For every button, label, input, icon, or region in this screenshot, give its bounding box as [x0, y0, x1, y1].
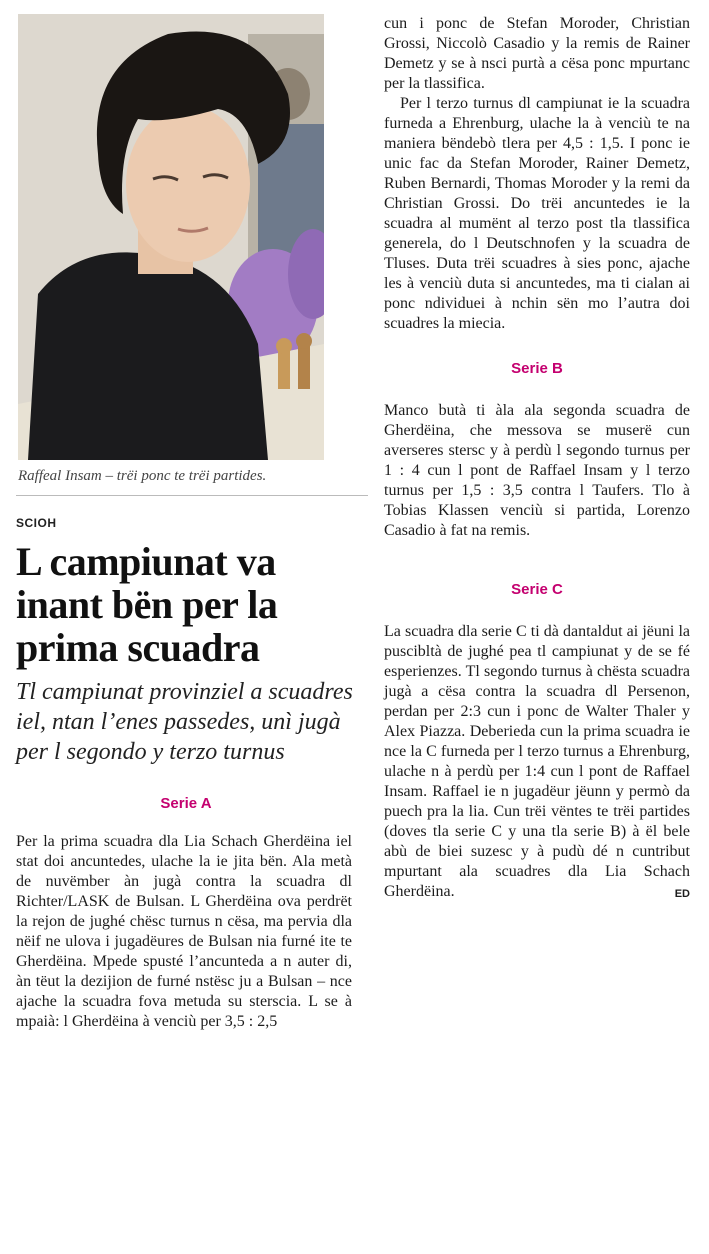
chess-player-photo: [18, 14, 324, 460]
right-column: [384, 14, 690, 904]
article-standfirst: Tl campiunat provinziel a scuadres iel, ntan l’enes passedes, unì jugà per l segondo y terzo turnus: [16, 679, 353, 765]
article-kicker: SCIOH: [16, 516, 57, 530]
article-headline: L campiunat va inant bën per la prima scuadra: [16, 539, 278, 670]
serie-c-paragraph-1: [384, 622, 690, 902]
serie-a-body-continued: [384, 14, 690, 334]
serie-a-paragraph-1-continued: cun i ponc de Stefan Moroder, Christian Grossi, Niccolò Casadio y la remis de Rainer Demetz y se à nsci purtà a cësa ponc mpurtanc per la tlassifica.: [384, 15, 690, 92]
serie-a-body: [16, 832, 352, 1032]
serie-c-body: [384, 622, 690, 902]
serie-c-text: La scuadra dla serie C ti dà dantaldut ai jëuni la puscibltà de jughé pea tl campiunat y de se fé esperienzes. Tl segondo turnus à chësta scuadra jugà a cësa contra la scuadra dl Persenon, perdan per 2:3 cun i ponc de Walter Thaler y Alex Piazza. Deberieda cun la prima scuadra ie nce la C furneda per l terzo turnus a Ehrenburg, ulache n à perdù per 1:4 cun l pont de Raffael Insam. Raffael ie n jugadëur jëunn y permò da puech pra la lia. Cun trëi vëntes te trëi partides (doves tla serie C y una tla serie B) à ël bele abù de biei suzesc y à pudù dé n cuntribut mpurtant ala scuadres dla Lia Schach Gherdëina.: [384, 623, 690, 900]
photo-caption: Raffeal Insam – trëi ponc te trëi partides.: [18, 468, 267, 484]
section-heading-serie-b: Serie B: [511, 360, 563, 377]
author-signoff: ED: [674, 888, 690, 900]
serie-a-paragraph-1: Per la prima scuadra dla Lia Schach Gherdëina iel stat doi ancuntedes, ulache la ie jita bën. Ala metà de nuvëmber àn jugà contra la scuadra dl Richter/LASK de Bulsan. L Gherdëina ova perdrët la rejon de jughé chësc turnus n cësa, ma pervia dla nëif ne ulova i jugadëures de Bulsan nia furné ite te Gherdëina. Mpede spusté l’ancunteda a n auter di, àn tëut la dezijion de furné nstësc ju a Bulsan – nce ajache la scuadra fova metuda su sterscia. L se à mpaià: l Gherdëina à venciù per 3,5 : 2,5: [16, 833, 352, 1030]
divider: [16, 495, 368, 496]
serie-a-paragraph-2: Per l terzo turnus dl campiunat ie la scuadra furneda a Ehrenburg, ulache la à venciù te na maniera bëndebò tlera per 4,5 : 1,5. I ponc ie unic fac da Stefan Moroder, Rainer Demetz, Ruben Bernardi, Thomas Moroder y la remi da Christian Grossi. Do trëi ancuntedes ie la scuadra al mumënt al terzo post tla tlassifica generela, do l Deutschnofen y la scuadra de Tluses. Duta trëi scuadres à sies ponc, ajache les à venciù duta si ancuntedes, ma ti cialan ai ponc ndividuei à nchin sën mo l’autra doi scuadres la miecia.: [384, 95, 690, 332]
left-column: [16, 14, 356, 1032]
photo-illustration: [18, 14, 324, 460]
section-heading-serie-c: Serie C: [511, 581, 563, 598]
section-heading-serie-a: Serie A: [160, 795, 212, 812]
serie-b-body: [384, 401, 690, 541]
serie-b-paragraph-1: Manco butà ti àla ala segonda scuadra de Gherdëina, che messova se muserë cun averseres stersc y à perdù l segondo turnus per 1 : 4 cun l pont de Raffael Insam y l terzo turnus per 1,5 : 3,5 contra l Taufers. Tlo à Tobias Klassen venciù si partida, Lorenzo Casadio à fat na remis.: [384, 402, 690, 539]
